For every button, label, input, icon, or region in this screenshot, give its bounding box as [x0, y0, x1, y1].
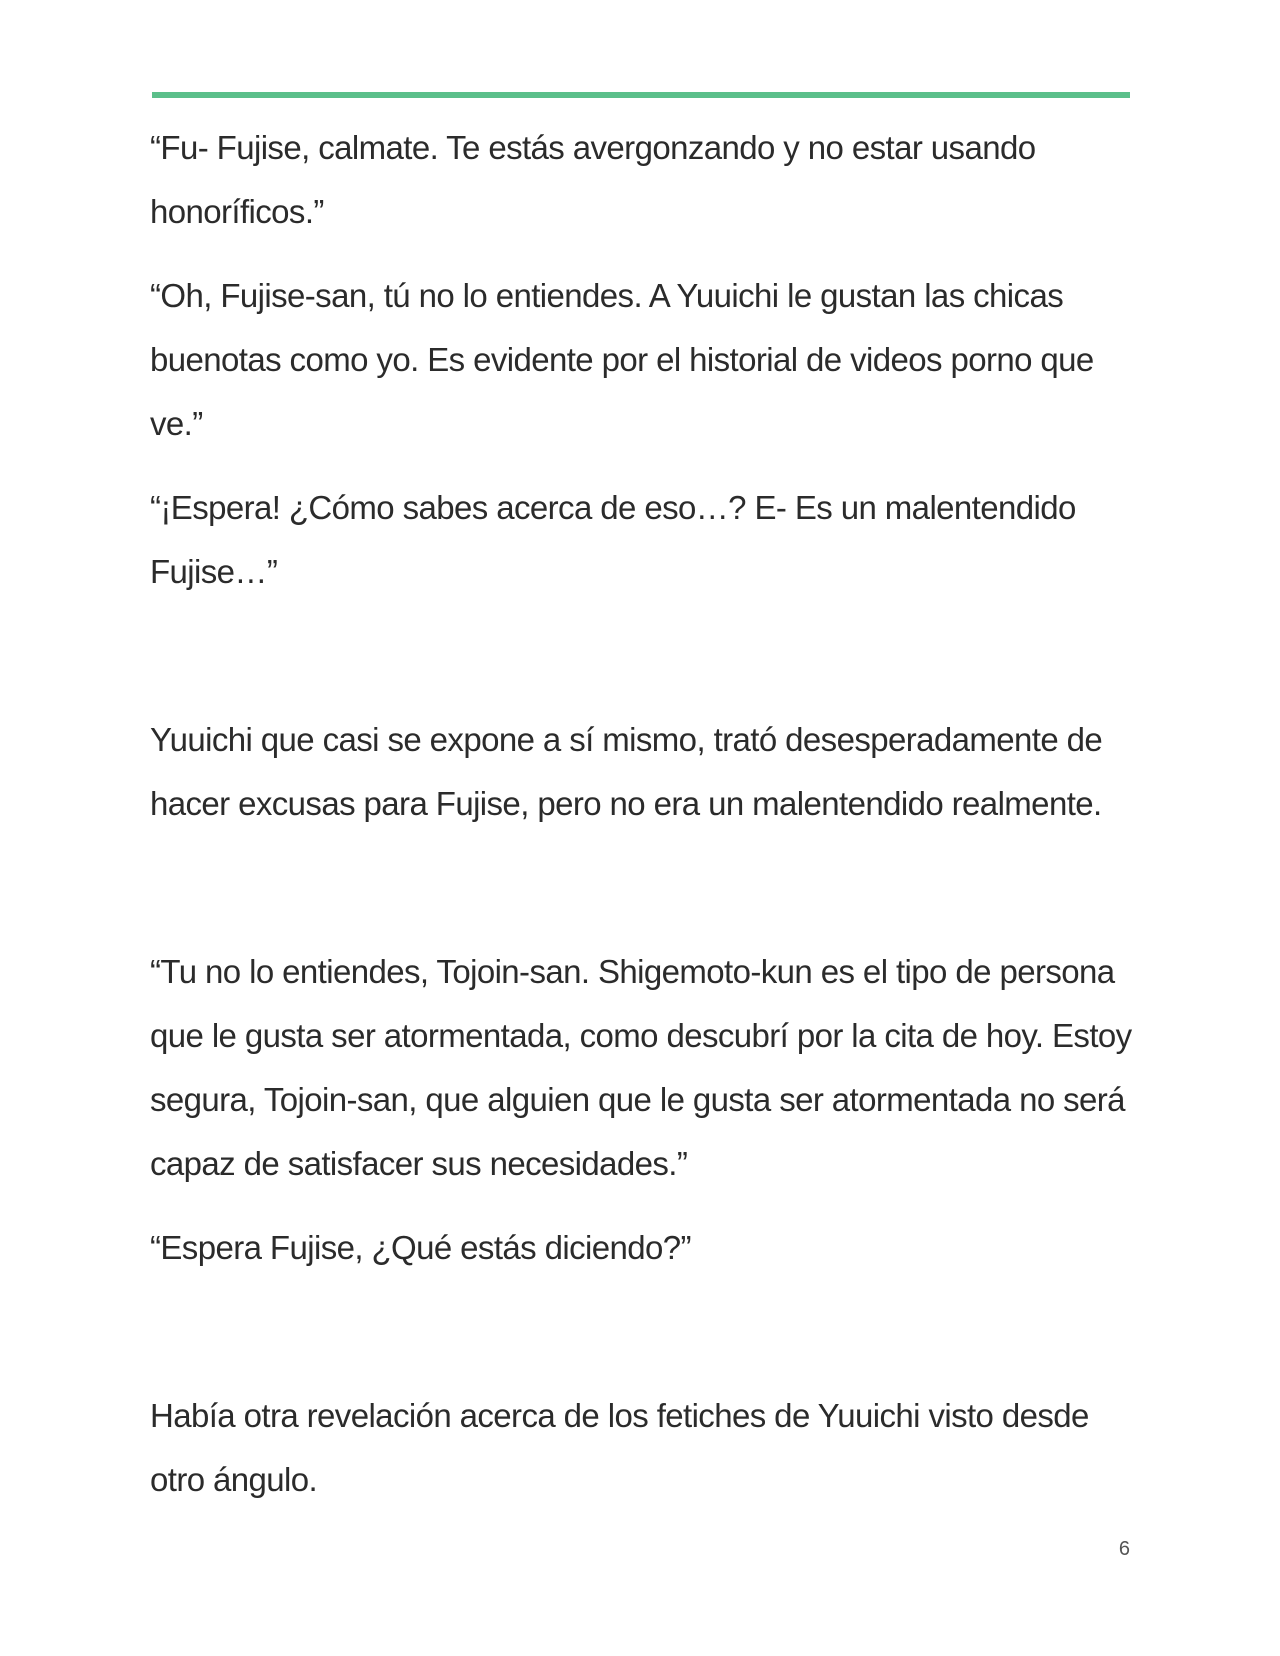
text-column — [150, 116, 1140, 1512]
top-divider — [152, 92, 1130, 98]
paragraph-5: “Tu no lo entiendes, Tojoin-san. Shigemoto-kun es el tipo de persona que le gusta ser atormentada, como descubrí por la cita de hoy. Estoy segura, Tojoin-san, que alguien que le gusta ser atormentada no será capaz de satisfacer sus necesidades.” — [150, 953, 1132, 1182]
paragraph-2: “Oh, Fujise-san, tú no lo entiendes. A Yuuichi le gustan las chicas buenotas como yo. Es evidente por el historial de videos porno que ve.” — [150, 277, 1094, 442]
paragraph-1: “Fu- Fujise, calmate. Te estás avergonzando y no estar usando honoríficos.” — [150, 129, 1036, 230]
page-number: 6 — [1118, 1538, 1130, 1560]
paragraph-3: “¡Espera! ¿Cómo sabes acerca de eso…? E- Es un malentendido Fujise…” — [150, 489, 1076, 590]
paragraph-7: Había otra revelación acerca de los fetiches de Yuuichi visto desde otro ángulo. — [150, 1397, 1089, 1498]
paragraph-4: Yuuichi que casi se expone a sí mismo, trató desesperadamente de hacer excusas para Fujise, pero no era un malentendido realmente. — [150, 721, 1103, 822]
paragraph-6: “Espera Fujise, ¿Qué estás diciendo?” — [150, 1229, 691, 1266]
